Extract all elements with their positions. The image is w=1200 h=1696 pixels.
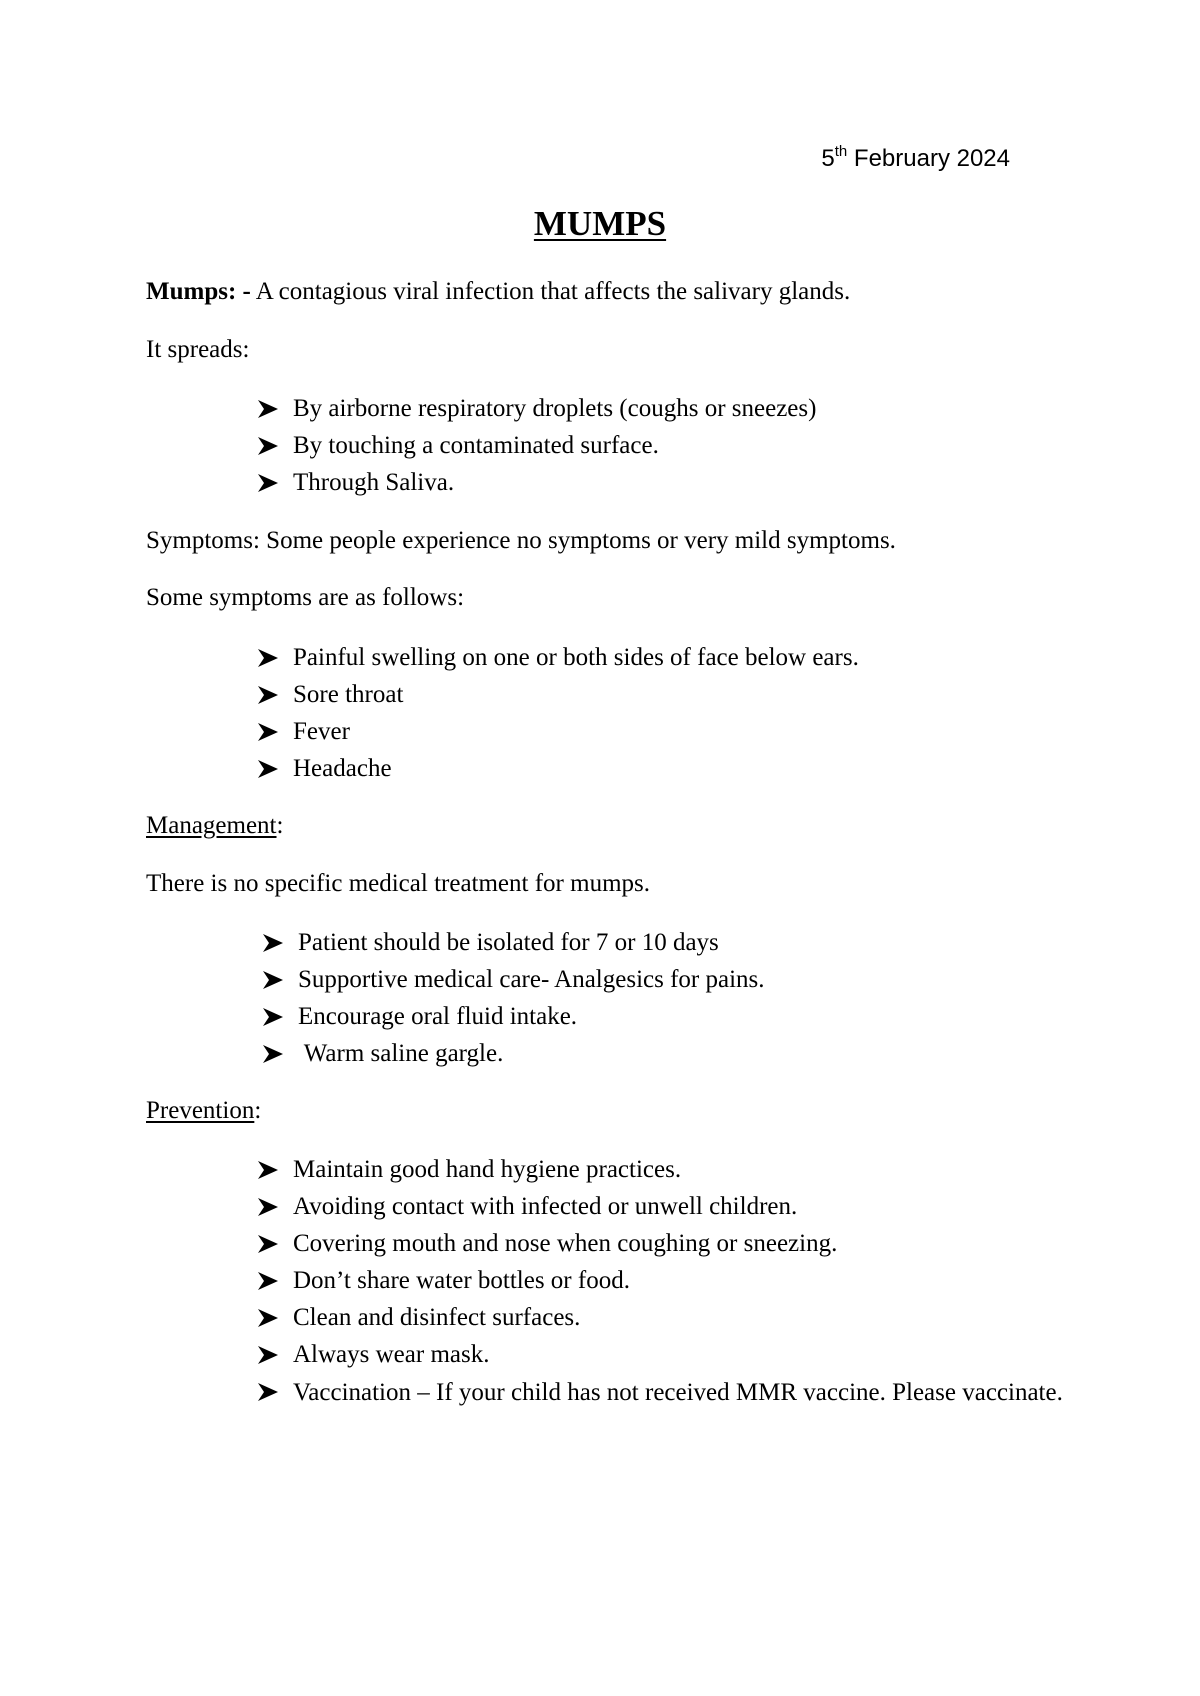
list-item (257, 464, 816, 501)
list-item (257, 390, 816, 427)
arrow-bullet-icon (257, 750, 283, 787)
arrow-bullet-icon (257, 1262, 283, 1299)
date-day: 5 (821, 145, 835, 172)
arrow-bullet-icon (262, 998, 288, 1035)
list-item-text: Painful swelling on one or both sides of face below ears. (293, 644, 859, 671)
list-item-text: Clean and disinfect surfaces. (293, 1304, 581, 1331)
date-month-year: February 2024 (847, 145, 1010, 172)
list-item-text: Headache (293, 755, 392, 782)
definition-term: Mumps: - (146, 278, 251, 305)
symptoms-intro: Symptoms: Some people experience no symptoms or very mild symptoms. (146, 527, 896, 554)
management-list (262, 924, 765, 1072)
arrow-bullet-icon (257, 1225, 283, 1262)
arrow-bullet-icon (257, 390, 283, 427)
arrow-bullet-icon (257, 1336, 283, 1373)
definition-paragraph (146, 277, 850, 307)
arrow-bullet-icon (257, 1373, 283, 1410)
arrow-bullet-icon (257, 713, 283, 750)
list-item-text: Supportive medical care- Analgesics for pains. (298, 966, 765, 993)
list-item (257, 676, 859, 713)
list-item (262, 1035, 765, 1072)
prevention-heading-text: Prevention (146, 1097, 255, 1124)
list-item-text: By airborne respiratory droplets (coughs or sneezes) (293, 395, 817, 422)
arrow-bullet-icon (262, 1035, 288, 1072)
management-intro: There is no specific medical treatment for mumps. (146, 870, 650, 897)
symptoms-list (257, 639, 859, 787)
arrow-bullet-icon (257, 676, 283, 713)
management-heading-colon: : (276, 812, 284, 839)
arrow-bullet-icon (257, 427, 283, 464)
list-item (257, 427, 816, 464)
arrow-bullet-icon (257, 1151, 283, 1188)
definition-text: A contagious viral infection that affects the salivary glands. (250, 278, 851, 305)
arrow-bullet-icon (257, 464, 283, 501)
list-item-text: Covering mouth and nose when coughing or sneezing. (293, 1230, 838, 1257)
document-date (821, 144, 1010, 174)
list-item-text: Through Saliva. (293, 469, 455, 496)
list-item (257, 1373, 1063, 1413)
list-item-text: Avoiding contact with infected or unwell children. (293, 1193, 798, 1220)
prevention-heading-colon: : (254, 1097, 262, 1124)
list-item-text: Vaccination – If your child has not received MMR vaccine. Please vaccinate. (293, 1379, 1063, 1406)
symptoms-list-intro: Some symptoms are as follows: (146, 584, 465, 611)
list-item (257, 1262, 1063, 1299)
spreads-intro: It spreads: (146, 336, 250, 363)
list-item-text: Patient should be isolated for 7 or 10 days (298, 929, 719, 956)
list-item (262, 961, 765, 998)
list-item-text: Fever (293, 718, 350, 745)
list-item-text: Sore throat (293, 681, 404, 708)
arrow-bullet-icon (257, 1188, 283, 1225)
prevention-list (257, 1151, 1063, 1413)
list-item-text: Don’t share water bottles or food. (293, 1267, 630, 1294)
list-item (257, 1299, 1063, 1336)
arrow-bullet-icon (257, 639, 283, 676)
date-suffix: th (834, 143, 848, 160)
list-item-text: Maintain good hand hygiene practices. (293, 1156, 682, 1183)
list-item-text: Warm saline gargle. (298, 1040, 504, 1067)
arrow-bullet-icon (257, 1299, 283, 1336)
list-item (257, 639, 859, 676)
list-item (262, 924, 765, 961)
list-item (262, 998, 765, 1035)
list-item (257, 1336, 1063, 1373)
list-item (257, 1151, 1063, 1188)
prevention-heading (146, 1096, 261, 1126)
page-title: MUMPS (533, 204, 667, 243)
arrow-bullet-icon (262, 924, 288, 961)
management-heading (146, 811, 283, 841)
management-heading-text: Management (146, 812, 277, 839)
list-item (257, 713, 859, 750)
arrow-bullet-icon (262, 961, 288, 998)
list-item-text: By touching a contaminated surface. (293, 432, 659, 459)
list-item-text: Always wear mask. (293, 1341, 490, 1368)
list-item (257, 1188, 1063, 1225)
list-item (257, 1225, 1063, 1262)
list-item-text: Encourage oral fluid intake. (298, 1003, 578, 1030)
list-item (257, 750, 859, 787)
spreads-list (257, 390, 816, 501)
